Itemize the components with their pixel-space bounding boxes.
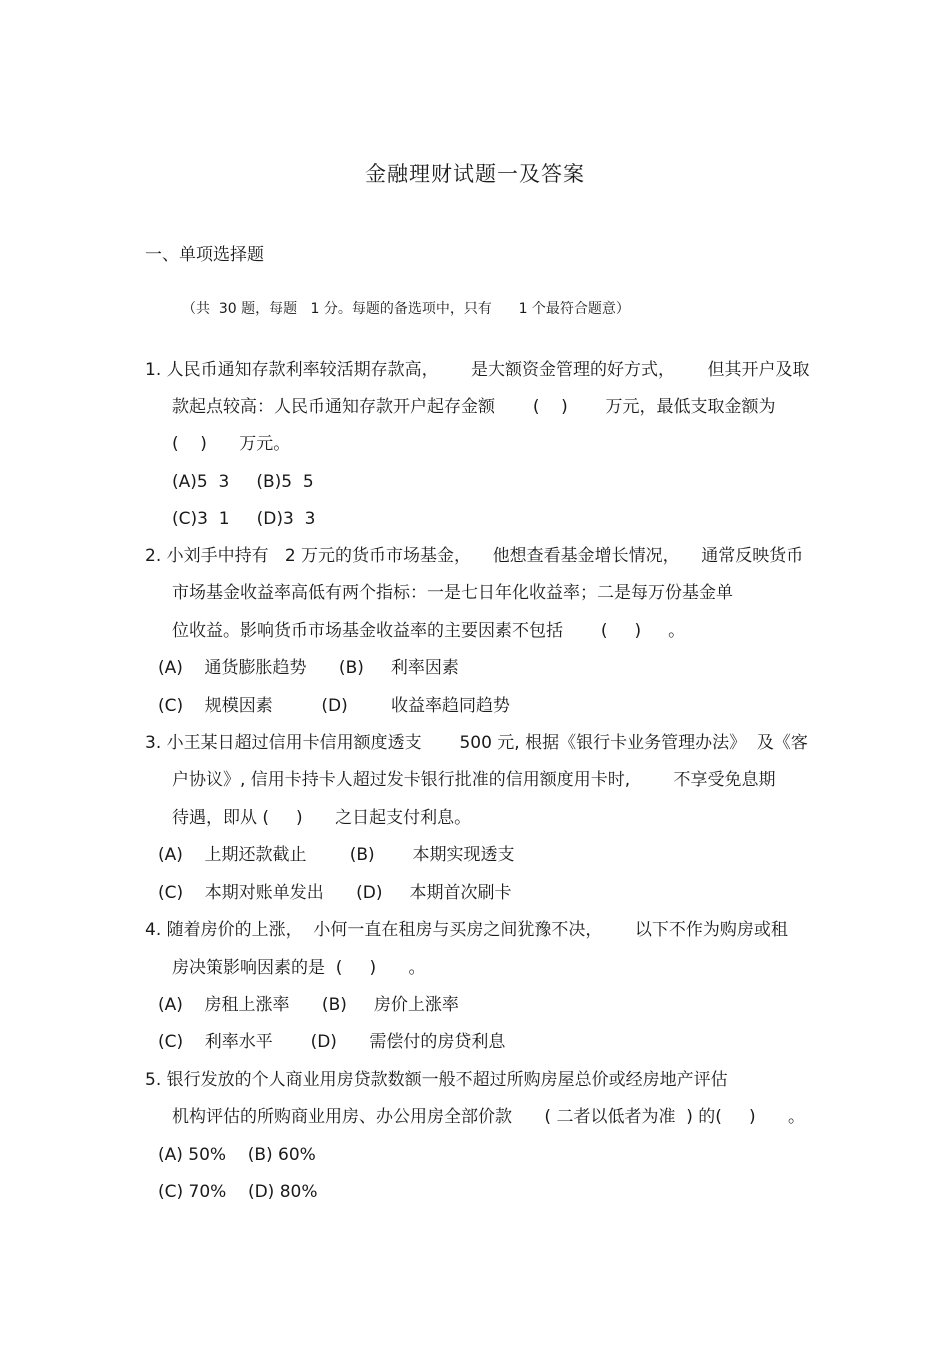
question-2-line-3: 位收益。影响货币市场基金收益率的主要因素不包括 ( ) 。	[172, 621, 686, 641]
question-1-line-2: 款起点较高：人民币通知存款开户起存金额 ( ) 万元，最低支取金额为	[172, 397, 776, 417]
question-1-line-3: ( ) 万元。	[172, 434, 291, 454]
question-3-line-1: 3. 小王某日超过信用卡信用额度透支 500 元, 根据《银行卡业务管理办法》 及《客	[145, 733, 808, 753]
question-4-line-2: 房决策影响因素的是 ( ) 。	[172, 958, 426, 978]
question-1-options-cd: (C)3 1 (D)3 3	[172, 509, 316, 529]
question-4-line-1: 4. 随着房价的上涨， 小何一直在租房与买房之间犹豫不决， 以下不作为购房或租	[145, 920, 788, 940]
question-5-options-ab: (A) 50% (B) 60%	[158, 1145, 316, 1165]
question-2-line-2: 市场基金收益率高低有两个指标：一是七日年化收益率；二是每万份基金单	[172, 583, 733, 603]
question-3-options-ab: (A) 上期还款截止 (B) 本期实现透支	[158, 845, 515, 865]
question-1-line-1: 1. 人民币通知存款利率较活期存款高， 是大额资金管理的好方式， 但其开户及取	[145, 360, 810, 380]
question-2-line-1: 2. 小刘手中持有 2 万元的货币市场基金， 他想查看基金增长情况， 通常反映货币	[145, 546, 804, 566]
question-2-options-ab: (A) 通货膨胀趋势 (B) 利率因素	[158, 658, 459, 678]
question-4-options-ab: (A) 房租上涨率 (B) 房价上涨率	[158, 995, 459, 1015]
section-note: （共 30 题，每题 1 分。每题的备选项中，只有 1 个最符合题意）	[182, 301, 630, 317]
question-5-line-2: 机构评估的所购商业用房、办公用房全部价款 ( 二者以低者为准 ) 的( ) 。	[172, 1107, 806, 1127]
question-5-line-1: 5. 银行发放的个人商业用房贷款数额一般不超过所购房屋总价或经房地产评估	[145, 1070, 728, 1090]
page-title: 金融理财试题一及答案	[365, 162, 585, 186]
question-3-line-3: 待遇，即从 ( ) 之日起支付利息。	[172, 808, 472, 828]
question-3-line-2: 户协议》, 信用卡持卡人超过发卡银行批准的信用额度用卡时, 不享受免息期	[172, 770, 776, 790]
question-1-options-ab: (A)5 3 (B)5 5	[172, 472, 314, 492]
question-4-options-cd: (C) 利率水平 (D) 需偿付的房贷利息	[158, 1032, 506, 1052]
question-5-options-cd: (C) 70% (D) 80%	[158, 1182, 318, 1202]
question-2-options-cd: (C) 规模因素 (D) 收益率趋同趋势	[158, 696, 510, 716]
section-heading: 一、单项选择题	[145, 245, 264, 265]
question-3-options-cd: (C) 本期对账单发出 (D) 本期首次刷卡	[158, 883, 512, 903]
